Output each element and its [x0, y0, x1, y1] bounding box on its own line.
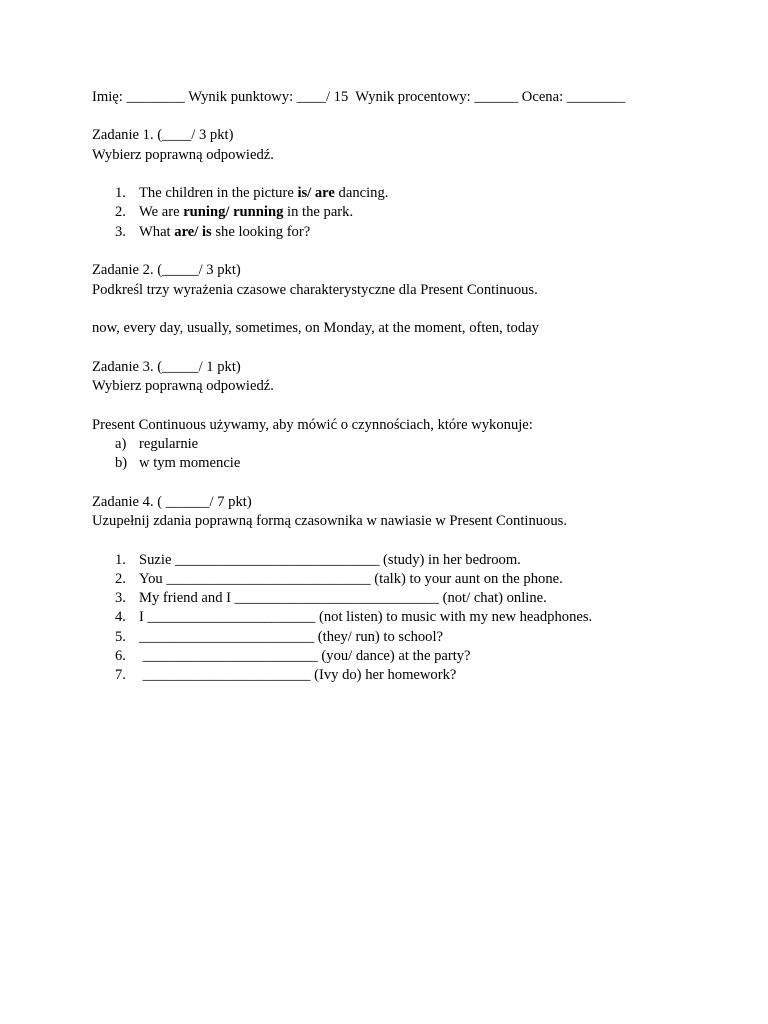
item-text-pre: We are: [139, 204, 184, 220]
item-text: [139, 184, 388, 203]
item-number: 4.: [115, 609, 126, 625]
task3-question: Present Continuous używamy, aby mówić o czynnościach, które wykonuje:: [92, 417, 533, 433]
student-info-header: Imię: ________ Wynik punktowy: ____/ 15 Wynik procentowy: ______ Ocena: ________: [92, 89, 626, 105]
option-letter: a): [115, 436, 127, 452]
item-number: 7.: [115, 667, 126, 683]
item-choice: is/ are: [297, 185, 335, 201]
item-number: 2.: [115, 204, 126, 220]
task2-title: Zadanie 2. (_____/ 3 pkt): [92, 262, 241, 278]
item-number: 3.: [115, 224, 126, 240]
option-text: w tym momencie: [139, 455, 241, 471]
item-text: ________________________ (they/ run) to school?: [139, 629, 444, 645]
item-text: _______________________ (Ivy do) her homework?: [139, 667, 457, 683]
item-text: [139, 223, 310, 242]
item-text: I _______________________ (not listen) to music with my new headphones.: [139, 609, 593, 625]
task3-instruction: Wybierz poprawną odpowiedź.: [92, 378, 274, 394]
item-number: 6.: [115, 648, 126, 664]
item-choice: runing/ running: [183, 204, 284, 220]
item-text-post: in the park.: [283, 204, 354, 220]
option-text: regularnie: [139, 436, 199, 452]
item-text: You ____________________________ (talk) to your aunt on the phone.: [139, 571, 563, 587]
task3-title: Zadanie 3. (_____/ 1 pkt): [92, 359, 241, 375]
item-text: ________________________ (you/ dance) at the party?: [139, 648, 471, 664]
item-number: 5.: [115, 629, 126, 645]
task1-title: Zadanie 1. (____/ 3 pkt): [92, 127, 234, 143]
item-number: 3.: [115, 590, 126, 606]
item-number: 1.: [115, 552, 126, 568]
task2-instruction: Podkreśl trzy wyrażenia czasowe charakterystyczne dla Present Continuous.: [92, 282, 538, 298]
option-letter: b): [115, 455, 128, 471]
task1-instruction: Wybierz poprawną odpowiedź.: [92, 147, 274, 163]
item-text: [139, 203, 353, 222]
item-text: My friend and I ____________________________ (not/ chat) online.: [139, 590, 547, 606]
item-text-pre: The children in the picture: [139, 185, 298, 201]
item-text: Suzie ____________________________ (study) in her bedroom.: [139, 552, 521, 568]
item-text-post: dancing.: [334, 185, 389, 201]
time-expressions: now, every day, usually, sometimes, on Monday, at the moment, often, today: [92, 320, 539, 336]
item-number: 1.: [115, 185, 126, 201]
item-text-pre: What: [139, 224, 175, 240]
item-text-post: she looking for?: [211, 224, 311, 240]
task4-title: Zadanie 4. ( ______/ 7 pkt): [92, 494, 252, 510]
task4-instruction: Uzupełnij zdania poprawną formą czasownika w nawiasie w Present Continuous.: [92, 513, 567, 529]
item-number: 2.: [115, 571, 126, 587]
item-choice: are/ is: [174, 224, 212, 240]
